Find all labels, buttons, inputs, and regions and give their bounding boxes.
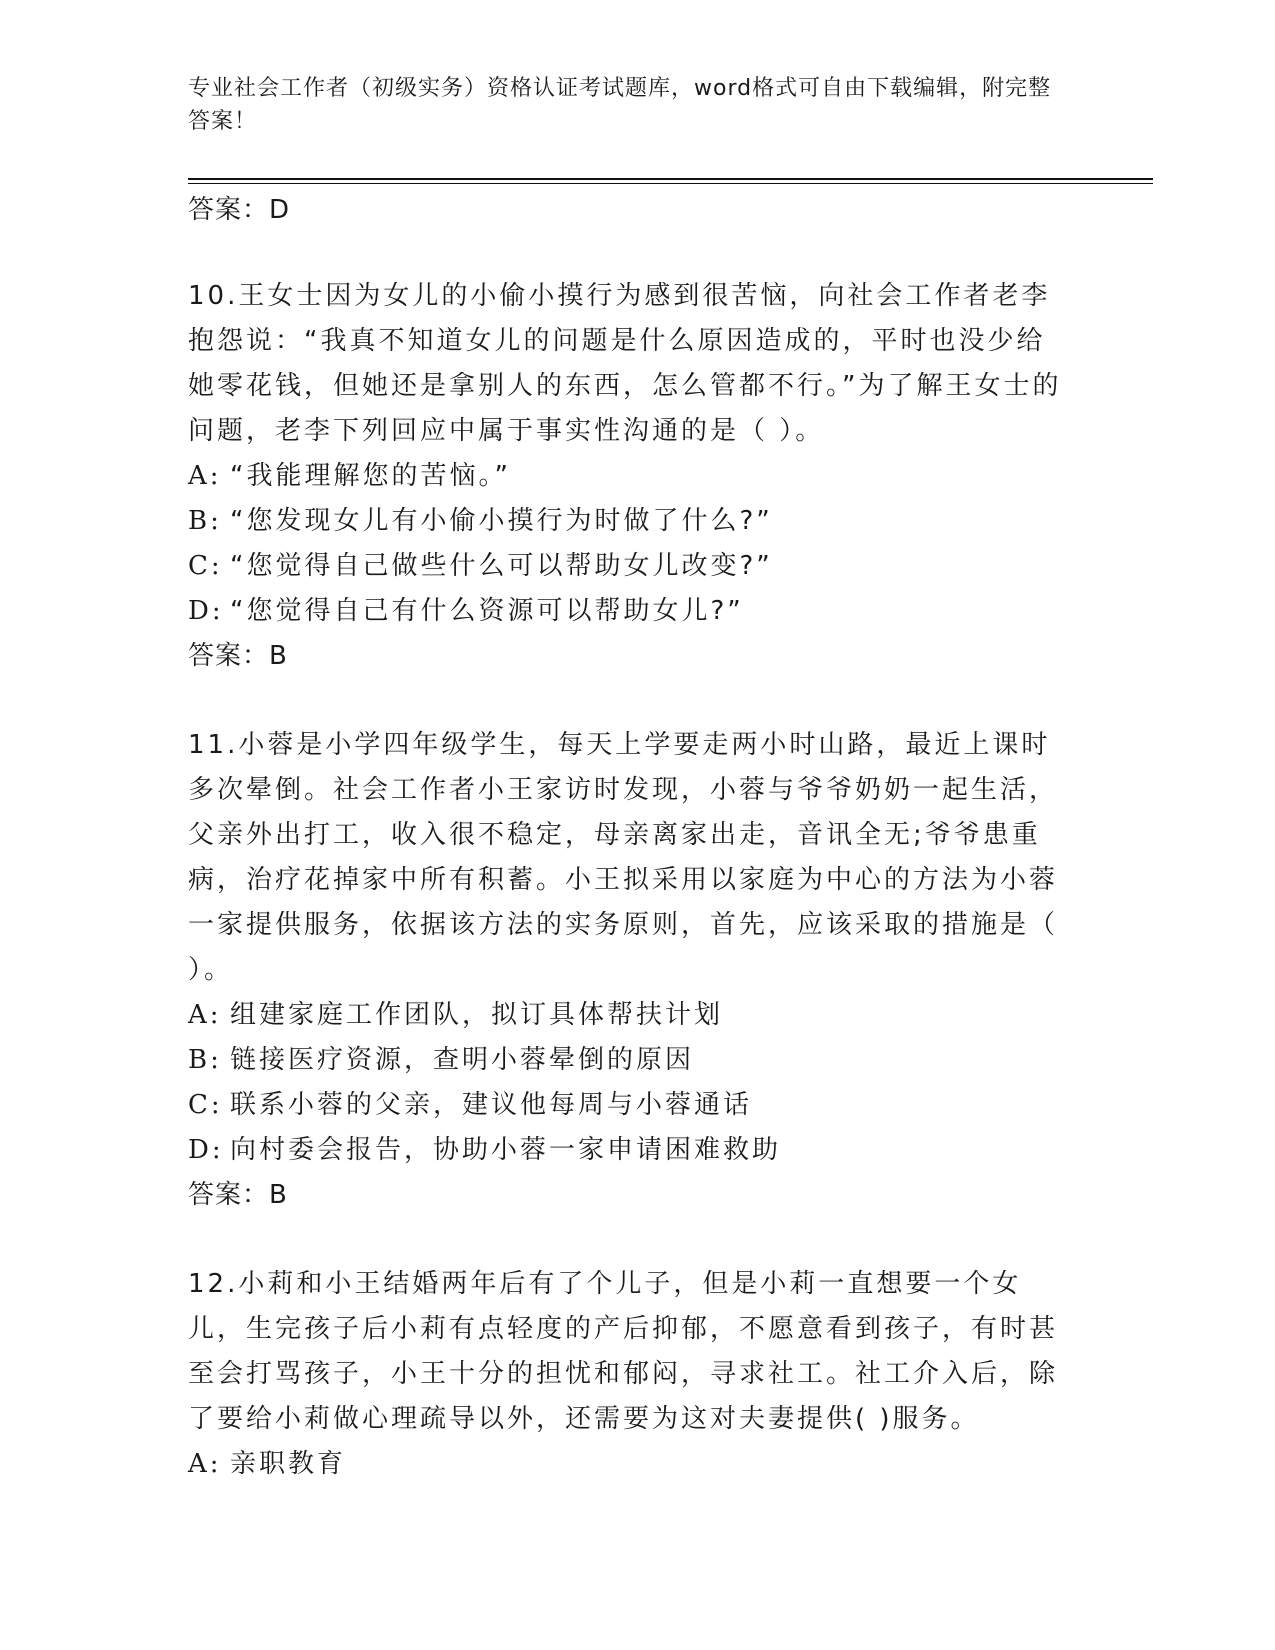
option-a [188, 454, 1068, 499]
option-key: A: [188, 1000, 222, 1030]
question-stem: 12.小莉和小王结婚两年后有了个儿子，但是小莉一直想要一个女儿，生完孩子后小莉有点轻度的产后抑郁，不愿意看到孩子，有时甚至会打骂孩子，小王十分的担忧和郁闷，寻求社工。社工介入后，除了要给小莉做心理疏导以外，还需要为这对夫妻提供( )服务。 [188, 1269, 1059, 1434]
document-body [188, 190, 1068, 1487]
question-10 [188, 274, 1068, 679]
option-b [188, 499, 1068, 544]
option-c [188, 1083, 1068, 1128]
option-key: D: [188, 596, 224, 626]
option-text: 亲职教育 [230, 1449, 347, 1479]
option-d [188, 1128, 1068, 1173]
option-key: B: [188, 1045, 222, 1075]
option-c [188, 544, 1068, 589]
header-rule-thick [188, 178, 1153, 180]
option-a [188, 1442, 1068, 1487]
question-12 [188, 1262, 1068, 1487]
option-key: B: [188, 506, 222, 536]
option-d [188, 589, 1068, 634]
option-text: “我能理解您的苦恼。” [230, 461, 511, 491]
question-answer: 答案：B [188, 1180, 288, 1210]
option-text: 组建家庭工作团队，拟订具体帮扶计划 [230, 1000, 724, 1030]
option-key: A: [188, 461, 222, 491]
previous-answer: 答案：D [188, 195, 291, 225]
header-rule-thin [188, 183, 1153, 184]
option-key: D: [188, 1135, 224, 1165]
question-11 [188, 723, 1068, 1218]
option-text: “您发现女儿有小偷小摸行为时做了什么?” [230, 506, 773, 536]
option-key: C: [188, 551, 223, 581]
option-text: 链接医疗资源，查明小蓉晕倒的原因 [230, 1045, 695, 1075]
option-text: “您觉得自己做些什么可以帮助女儿改变?” [230, 551, 773, 581]
question-stem: 11.小蓉是小学四年级学生，每天上学要走两小时山路，最近上课时多次晕倒。社会工作者小王家访时发现，小蓉与爷爷奶奶一起生活，父亲外出打工，收入很不稳定，母亲离家出走，音讯全无;爷爷患重病，治疗花掉家中所有积蓄。小王拟采用以家庭为中心的方法为小蓉一家提供服务，依据该方法的实务原则，首先，应该采取的措施是（ ）。 [188, 730, 1059, 985]
option-text: 联系小蓉的父亲，建议他每周与小蓉通话 [230, 1090, 753, 1120]
question-answer: 答案：B [188, 641, 288, 671]
option-b [188, 1038, 1068, 1083]
option-text: “您觉得自己有什么资源可以帮助女儿?” [230, 596, 744, 626]
option-key: C: [188, 1090, 223, 1120]
option-text: 向村委会报告，协助小蓉一家申请困难救助 [230, 1135, 782, 1165]
option-a [188, 993, 1068, 1038]
option-key: A: [188, 1449, 222, 1479]
page-header: 专业社会工作者（初级实务）资格认证考试题库，word格式可自由下载编辑，附完整答案！ [188, 76, 1052, 134]
question-stem: 10.王女士因为女儿的小偷小摸行为感到很苦恼，向社会工作者老李抱怨说：“我真不知道女儿的问题是什么原因造成的，平时也没少给她零花钱，但她还是拿别人的东西，怎么管都不行。”为了解王女士的问题，老李下列回应中属于事实性沟通的是（ ）。 [188, 281, 1062, 446]
